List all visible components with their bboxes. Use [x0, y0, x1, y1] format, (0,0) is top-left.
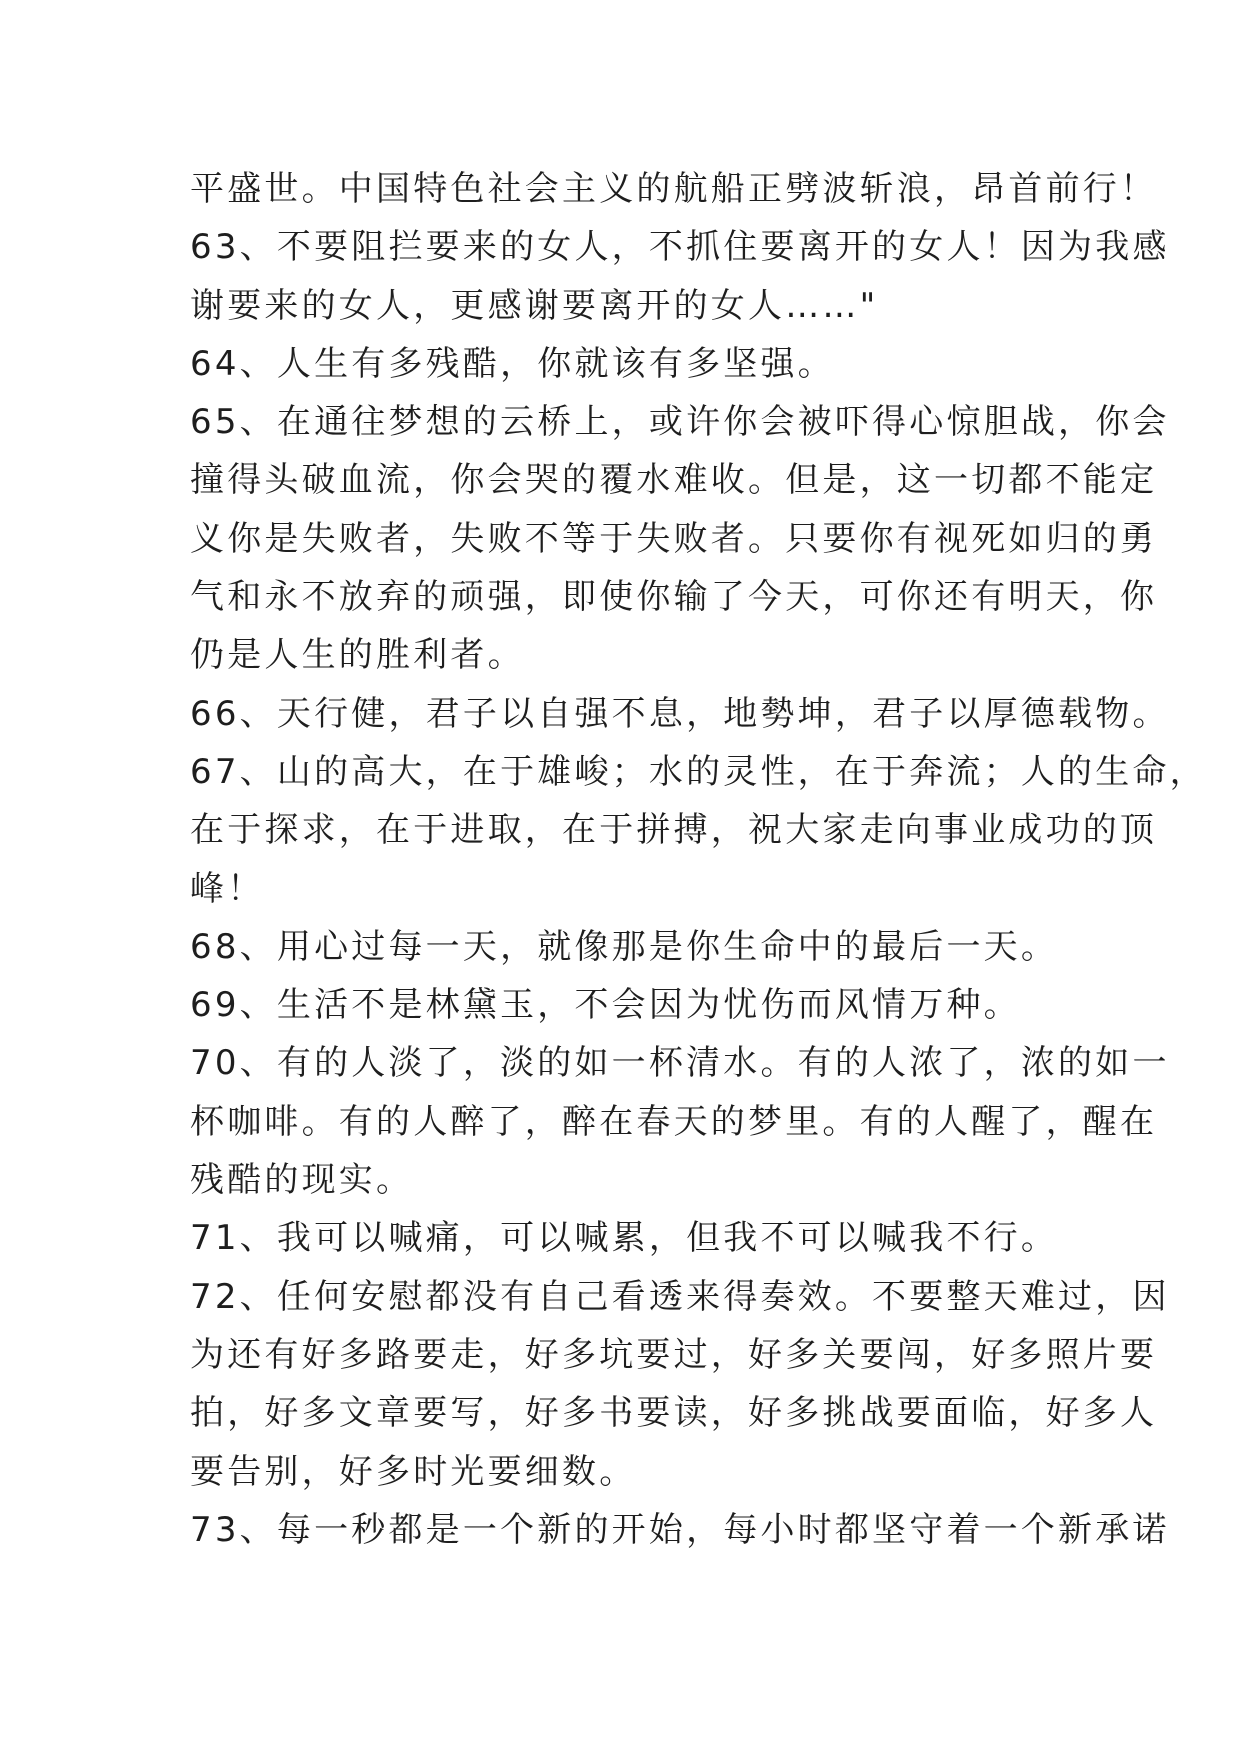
- text-line: 义你是失败者，失败不等于失败者。只要你有视死如归的勇: [190, 518, 1158, 559]
- text-line: 撞得头破血流，你会哭的覆水难收。但是，这一切都不能定: [190, 460, 1158, 501]
- text-line: 69、生活不是林黛玉，不会因为忧伤而风情万种。: [190, 985, 1021, 1026]
- text-line: 拍，好多文章要写，好多书要读，好多挑战要面临，好多人: [190, 1393, 1158, 1434]
- text-line: 残酷的现实。: [190, 1160, 414, 1201]
- text-line: 73、每一秒都是一个新的开始，每小时都坚守着一个新承诺: [190, 1509, 1170, 1550]
- text-line: 平盛世。中国特色社会主义的航船正劈波斩浪，昂首前行！: [190, 169, 1158, 209]
- text-line: 要告别，好多时光要细数。: [190, 1451, 637, 1492]
- text-line: 仍是人生的胜利者。: [190, 635, 525, 676]
- document-body: [190, 160, 1207, 1559]
- text-line: 谢要来的女人，更感谢要离开的女人……": [190, 285, 879, 326]
- text-line: 为还有好多路要走，好多坑要过，好多关要闯，好多照片要: [190, 1334, 1158, 1375]
- text-line: 66、天行健，君子以自强不息，地勢坤，君子以厚德载物。: [190, 693, 1170, 734]
- text-line: 63、不要阻拦要来的女人，不抓住要离开的女人！因为我感: [190, 227, 1170, 268]
- text-line: 71、我可以喊痛，可以喊累，但我不可以喊我不行。: [190, 1218, 1059, 1259]
- text-line: 70、有的人淡了，淡的如一杯清水。有的人浓了，浓的如一: [190, 1043, 1170, 1084]
- text-line: 64、人生有多残酷，你就该有多坚强。: [190, 343, 835, 384]
- text-line: 72、任何安慰都没有自己看透来得奏效。不要整天难过，因: [190, 1276, 1170, 1317]
- text-line: 峰！: [190, 868, 265, 909]
- text-line: 65、在通往梦想的云桥上，或许你会被吓得心惊胆战，你会: [190, 402, 1170, 443]
- text-line: 在于探求，在于进取，在于拼搏，祝大家走向事业成功的顶: [190, 810, 1158, 851]
- text-line: 气和永不放弃的顽强，即使你输了今天，可你还有明天，你: [190, 577, 1158, 618]
- text-line: 67、山的高大，在于雄峻；水的灵性，在于奔流；人的生命，: [190, 751, 1207, 792]
- text-line: 杯咖啡。有的人醉了，醉在春天的梦里。有的人醒了，醒在: [190, 1101, 1158, 1142]
- text-line: 68、用心过每一天，就像那是你生命中的最后一天。: [190, 926, 1059, 967]
